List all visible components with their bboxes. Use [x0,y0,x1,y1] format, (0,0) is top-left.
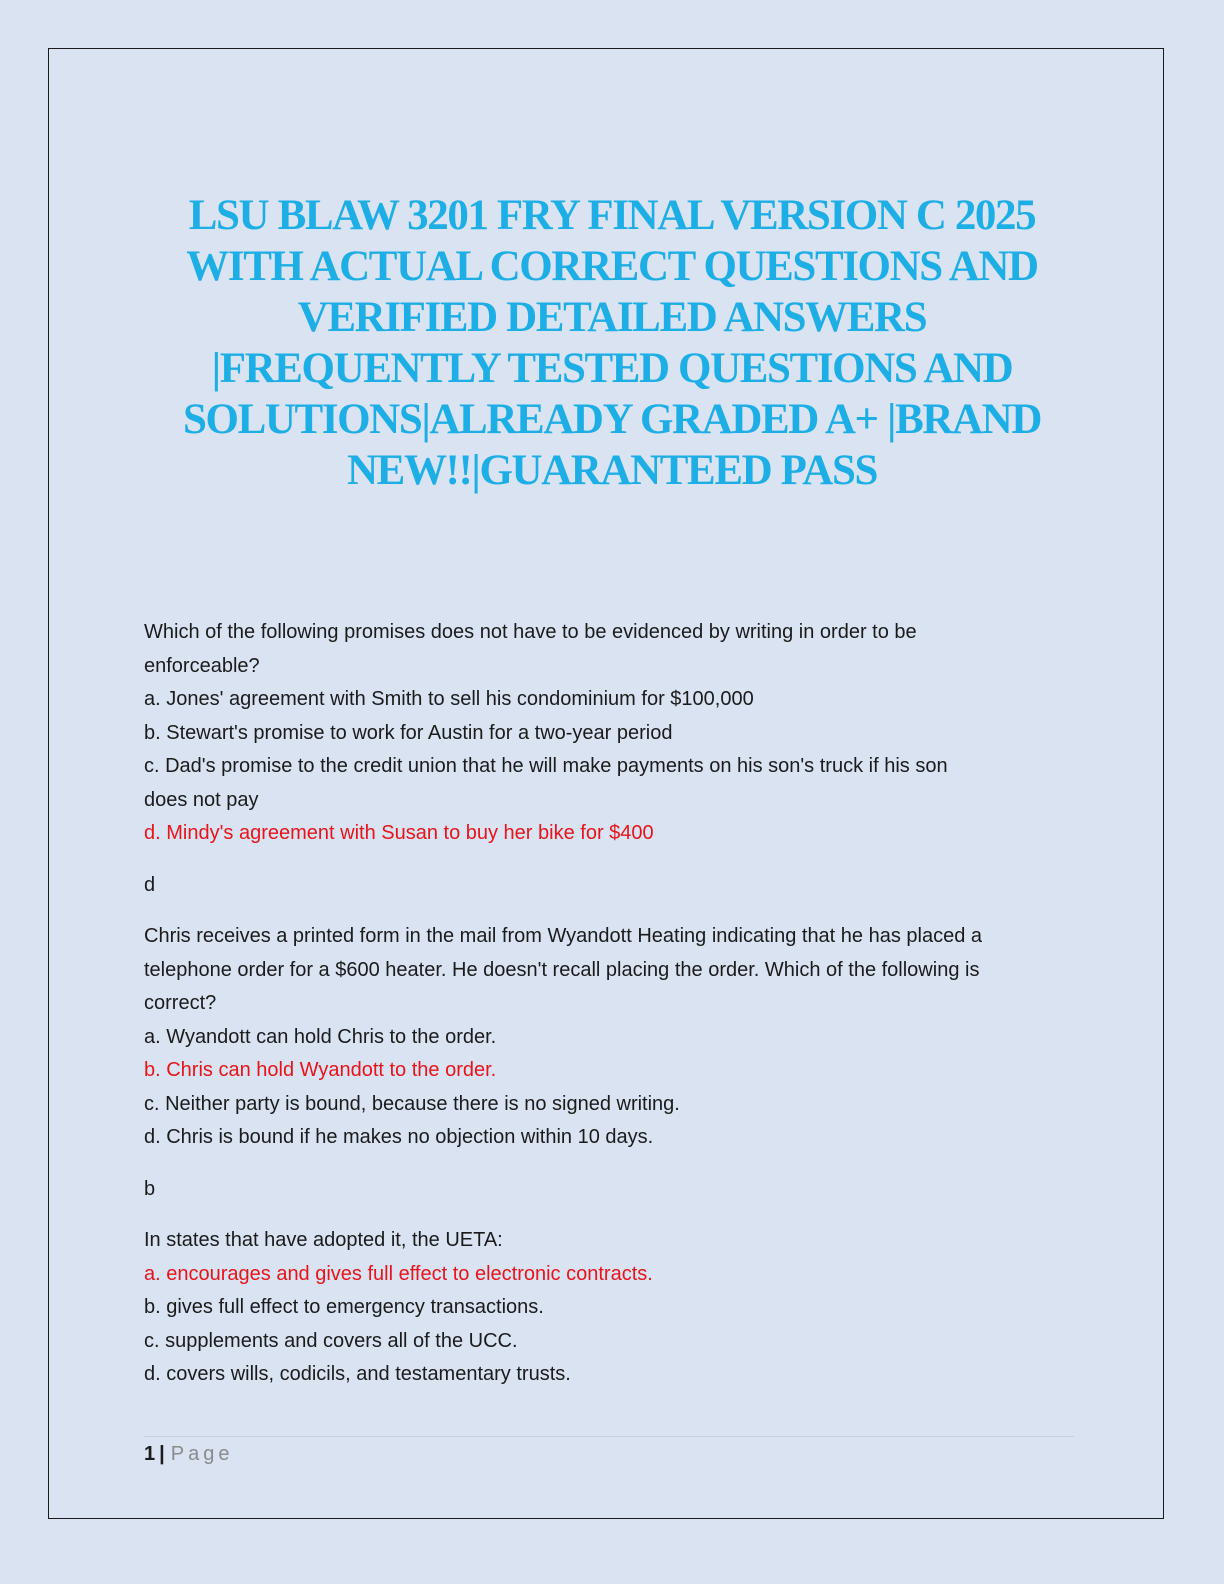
answer-key: d [144,873,156,896]
option-b: b. gives full effect to emergency transactions. [144,1296,544,1318]
question-block [144,616,1084,902]
question-text: Which of the following promises does not have to be evidenced by writing in order to be [144,621,917,643]
page-label: Page [170,1443,234,1465]
option-d: d. Chris is bound if he makes no objection within 10 days. [144,1126,654,1148]
question-text: In states that have adopted it, the UETA: [144,1229,503,1251]
question-text: telephone order for a $600 heater. He doesn't recall placing the order. Which of the following is [144,958,980,981]
title-line: |FREQUENTLY TESTED QUESTIONS AND [211,345,1013,392]
option-d-correct: d. Mindy's agreement with Susan to buy her bike for $400 [144,822,654,844]
question-block [144,920,1084,1206]
option-c: c. Dad's promise to the credit union that he will make payments on his son's truck if his son [144,755,948,777]
question-text: enforceable? [144,654,260,677]
question-text: correct? [144,992,217,1014]
answer-key: b [144,1177,156,1200]
option-d: d. covers wills, codicils, and testamentary trusts. [144,1363,571,1385]
title-line: SOLUTIONS|ALREADY GRADED A+ |BRAND [183,396,1041,443]
page-number: 1 [144,1443,156,1465]
question-text: Chris receives a printed form in the mail from Wyandott Heating indicating that he has placed a [144,925,983,947]
title-line: NEW!!|GUARANTEED PASS [347,447,877,494]
option-c: c. supplements and covers all of the UCC. [144,1329,518,1352]
footer-separator: | [159,1443,165,1465]
option-b: b. Stewart's promise to work for Austin for a two-year period [144,721,673,744]
option-a: a. Wyandott can hold Chris to the order. [144,1025,497,1048]
title-line: VERIFIED DETAILED ANSWERS [297,294,927,341]
option-a-correct: a. encourages and gives full effect to electronic contracts. [144,1262,653,1285]
document-title [100,190,1124,496]
option-c: does not pay [144,788,259,811]
option-b-correct: b. Chris can hold Wyandott to the order. [144,1059,497,1081]
question-block [144,1224,1084,1392]
page-footer [144,1441,233,1467]
question-list [144,616,1084,1392]
option-c: c. Neither party is bound, because there is no signed writing. [144,1092,680,1115]
footer-divider [144,1436,1074,1437]
title-line: LSU BLAW 3201 FRY FINAL VERSION C 2025 [188,192,1036,239]
option-a: a. Jones' agreement with Smith to sell his condominium for $100,000 [144,688,754,710]
title-line: WITH ACTUAL CORRECT QUESTIONS AND [186,243,1038,290]
